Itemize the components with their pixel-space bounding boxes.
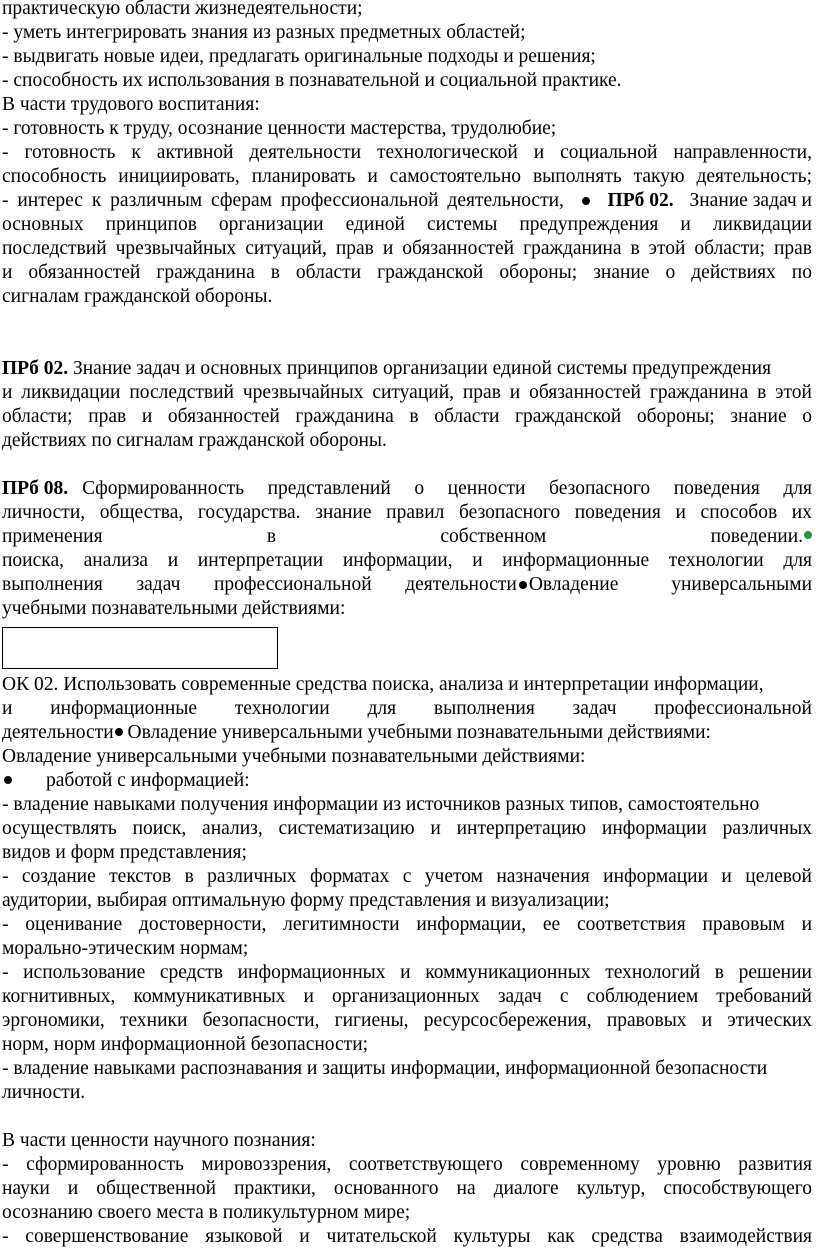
text-line: области; прав и обязанностей гражданина в области гражданской обороны; знание о bbox=[2, 406, 812, 427]
list-item-label: работой с информацией: bbox=[46, 770, 250, 791]
bullet-icon bbox=[519, 581, 527, 589]
text-line: аудитории, выбирая оптимальную форму представления и визуализации; bbox=[2, 890, 610, 911]
section-heading-science: В части ценности научного познания: bbox=[2, 1130, 316, 1151]
text-line: - создание текстов в различных форматах с учетом назначения информации и целевой bbox=[2, 866, 812, 887]
text-line: Овладение универсальными учебными познавательными действиями: bbox=[2, 746, 586, 767]
text-line bbox=[2, 721, 812, 745]
text-line: ОК 02. Использовать современные средства поиска, анализа и интерпретации информации, bbox=[2, 674, 764, 695]
text-line: морально-этическим нормам; bbox=[2, 938, 249, 959]
text-fragment: - интерес к различным сферам профессиональной деятельности, bbox=[2, 190, 564, 211]
text-line: последствий чрезвычайных ситуаций, прав и обязанностей гражданина в этой области; прав bbox=[2, 238, 812, 259]
text-fragment: выполнения задач профессиональной деятельности bbox=[2, 574, 517, 595]
text-line: осознанию своего места в поликультурном мире; bbox=[2, 1202, 411, 1223]
text-line: - уметь интегрировать знания из разных предметных областей; bbox=[2, 22, 526, 43]
section-heading-labor: В части трудового воспитания: bbox=[2, 94, 260, 115]
text-line: - готовность к труду, осознание ценности мастерства, трудолюбие; bbox=[2, 118, 557, 139]
code-label: ПРб 08. bbox=[2, 478, 69, 499]
text-fragment: Знание задач и bbox=[689, 190, 812, 211]
text-line: видов и форм представления; bbox=[2, 842, 247, 863]
text-fragment: Овладение универсальными bbox=[528, 574, 812, 595]
empty-text-box bbox=[2, 627, 278, 669]
text-line: сигналам гражданской обороны. bbox=[2, 286, 273, 307]
text-line: - совершенствование языковой и читательской культуры как средства взаимодействия bbox=[2, 1226, 812, 1247]
text-line: - сформированность мировоззрения, соответствующего современному уровню развития bbox=[2, 1154, 812, 1175]
code-label: ПРб 02. bbox=[607, 190, 674, 211]
text-line: и обязанностей гражданина в области гражданской обороны; знание о действиях по bbox=[2, 262, 812, 283]
text-line: науки и общественной практики, основанного на диалоге культур, способствующего bbox=[2, 1178, 812, 1199]
text-line: - владение навыками распознавания и защиты информации, информационной безопасности bbox=[2, 1058, 768, 1079]
text-line: и информационные технологии для выполнения задач профессиональной bbox=[2, 698, 812, 719]
text-fragment: Сформированность представлений о ценности безопасного поведения для bbox=[82, 478, 812, 499]
text-line: - выдвигать новые идеи, предлагать оригинальные подходы и решения; bbox=[2, 46, 596, 67]
text-line bbox=[2, 189, 812, 213]
text-line bbox=[2, 477, 812, 501]
bullet-icon bbox=[4, 776, 12, 784]
text-line: эргономики, техники безопасности, гигиены, ресурсосбережения, правовых и этических bbox=[2, 1010, 812, 1031]
text-line bbox=[2, 357, 812, 381]
text-line bbox=[2, 525, 812, 549]
text-fragment: Знание задач и основных принципов организации единой системы предупреждения bbox=[68, 358, 772, 379]
text-line bbox=[2, 573, 812, 597]
text-fragment: применения в собственном поведении. bbox=[2, 526, 803, 547]
text-line: - владение навыками получения информации из источников разных типов, самостоятельно bbox=[2, 794, 760, 815]
text-line: - использование средств информационных и коммуникационных технологий в решении bbox=[2, 962, 812, 983]
text-line: основных принципов организации единой системы предупреждения и ликвидации bbox=[2, 214, 812, 235]
text-line: учебными познавательными действиями: bbox=[2, 598, 346, 619]
text-fragment: Овладение универсальными учебными познавательными действиями: bbox=[122, 722, 711, 743]
document-page bbox=[2, 0, 812, 1249]
bullet-icon bbox=[804, 531, 812, 539]
list-item bbox=[2, 769, 812, 793]
text-line: и ликвидации последствий чрезвычайных ситуаций, прав и обязанностей гражданина в этой bbox=[2, 382, 812, 403]
code-label: ПРб 02. bbox=[2, 358, 69, 379]
text-line: действиях по сигналам гражданской обороны. bbox=[2, 430, 387, 451]
text-fragment: деятельности bbox=[2, 722, 114, 743]
text-line: поиска, анализа и интерпретации информации, и информационные технологии для bbox=[2, 550, 812, 571]
text-line: - способность их использования в познавательной и социальной практике. bbox=[2, 70, 622, 91]
text-line: практическую области жизнедеятельности; bbox=[2, 0, 363, 19]
text-line: норм, норм информационной безопасности; bbox=[2, 1034, 369, 1055]
text-line: осуществлять поиск, анализ, систематизацию и интерпретацию информации различных bbox=[2, 818, 812, 839]
text-line: когнитивных, коммуникативных и организационных задач с соблюдением требований bbox=[2, 986, 812, 1007]
text-line: личности, общества, государства. знание правил безопасного поведения и способов их bbox=[2, 502, 812, 523]
text-line: - готовность к активной деятельности технологической и социальной направленности, bbox=[2, 142, 812, 163]
bullet-icon bbox=[115, 728, 123, 736]
text-line: личности. bbox=[2, 1082, 86, 1103]
bullet-icon bbox=[582, 197, 590, 205]
text-line: способность инициировать, планировать и самостоятельно выполнять такую деятельность; bbox=[2, 166, 812, 187]
text-line: - оценивание достоверности, легитимности информации, ее соответствия правовым и bbox=[2, 914, 812, 935]
